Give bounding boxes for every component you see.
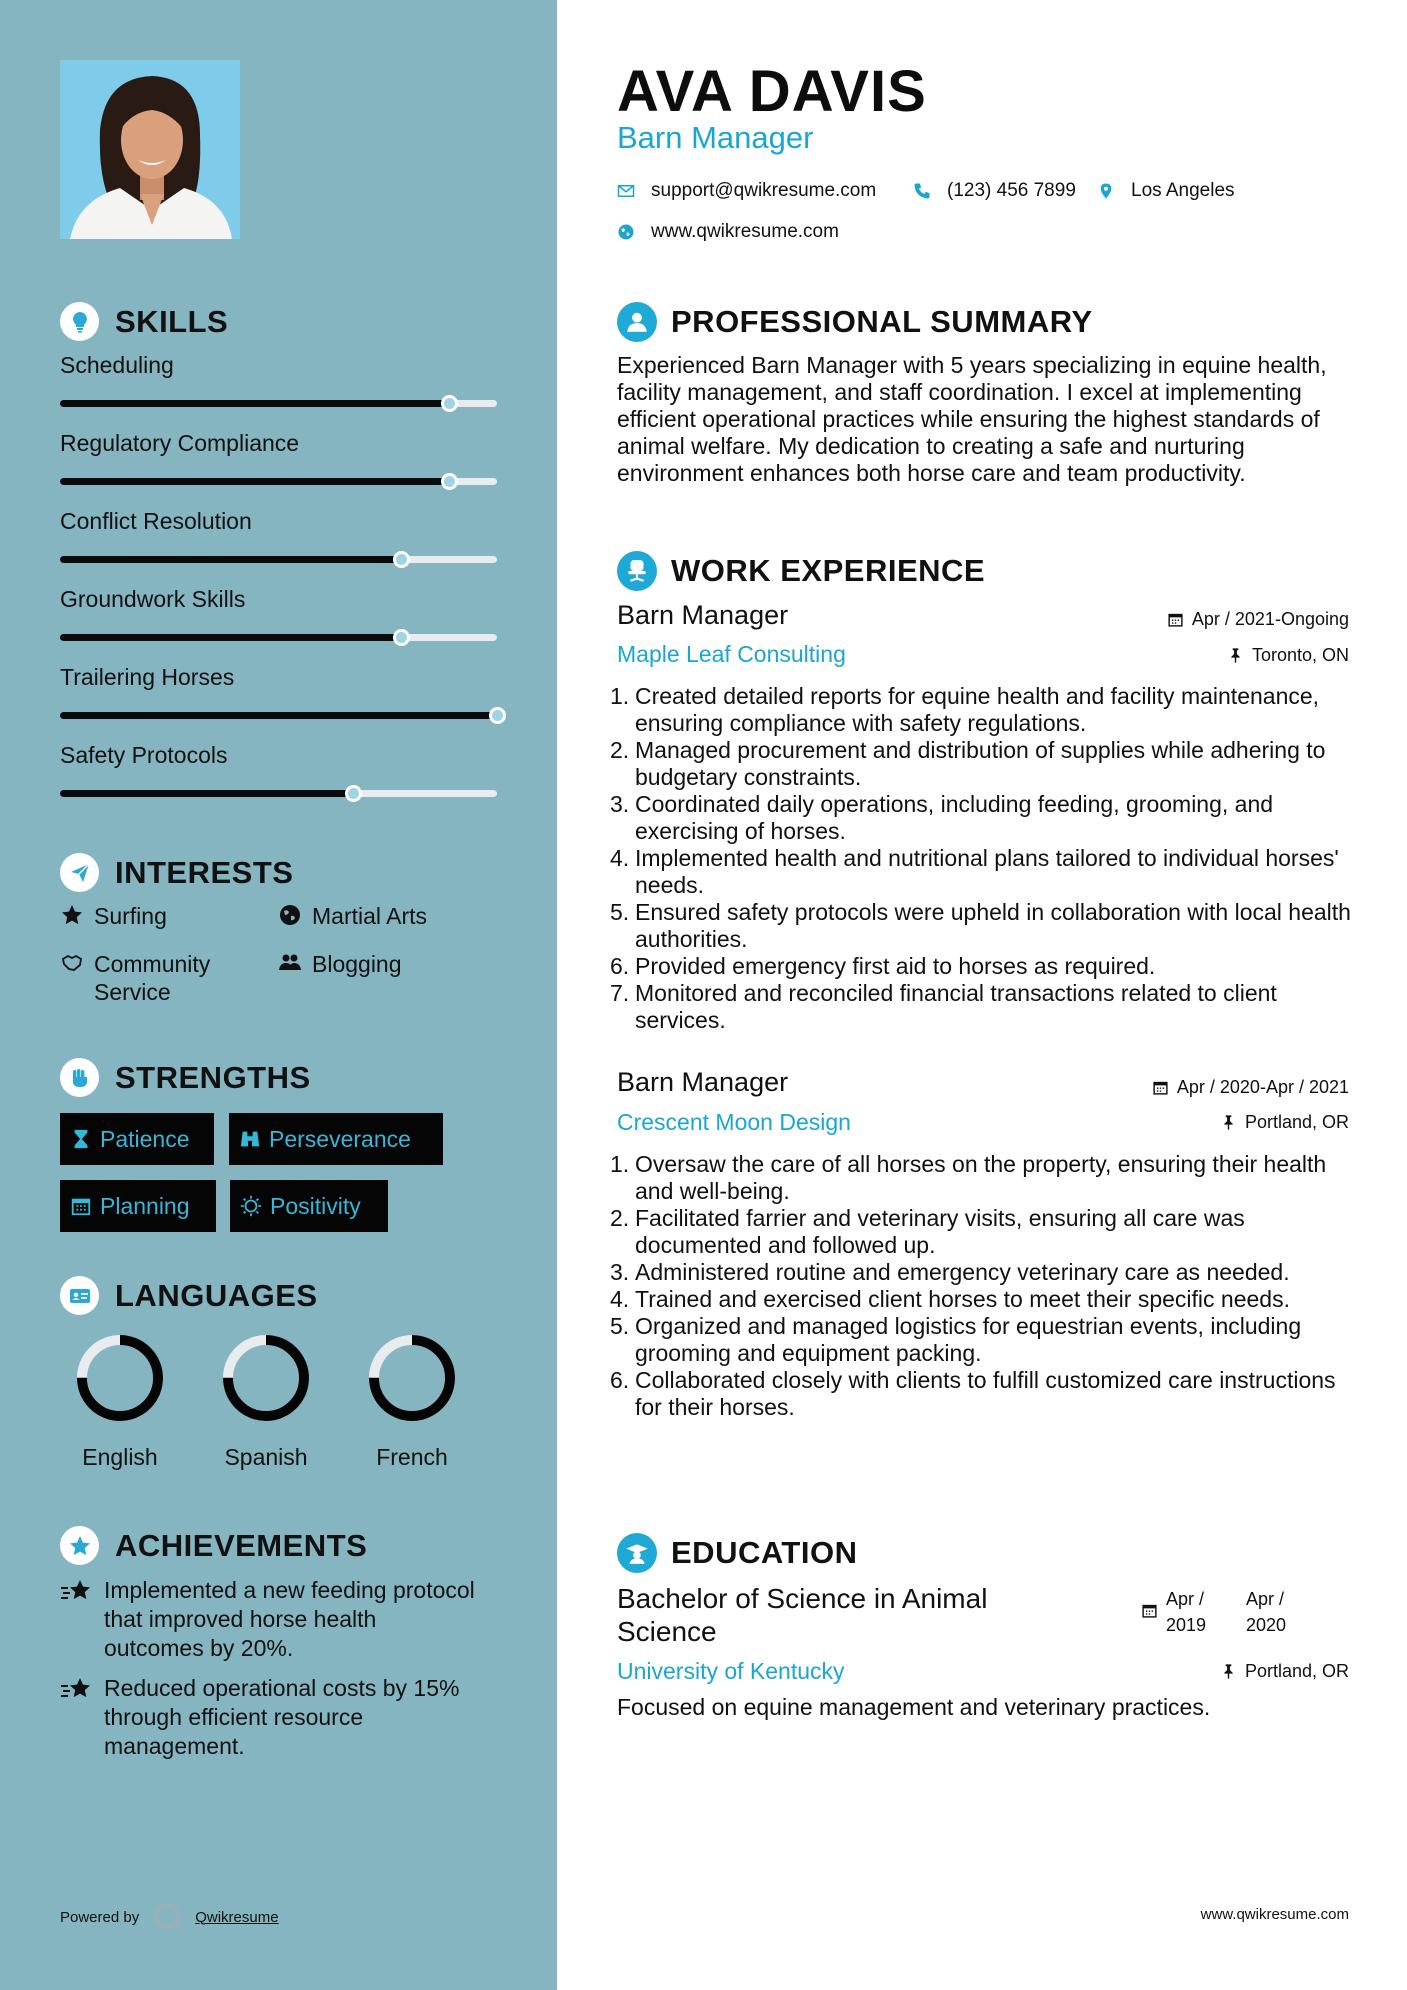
interest-label: Blogging [312,951,402,977]
calendar-icon [1141,1602,1158,1619]
skill-item [60,352,497,430]
bullet-text: Monitored and reconciled financial transactions related to client services. [635,980,1277,1033]
skills-title: SKILLS [115,303,229,339]
bullet-text: Facilitated farrier and veterinary visits, ensuring all care was documented and followed up. [635,1205,1245,1258]
user-icon [617,302,657,342]
handshake-icon [60,951,84,975]
skill-bar [60,478,497,485]
bullet-item: 6. Provided emergency first aid to horses as required. [610,953,1156,979]
powered-by-label: Powered by [60,1908,140,1926]
skill-bar-fill [60,556,401,563]
skill-name: Scheduling [60,352,174,378]
skills-list [60,352,497,820]
bullet-item: 2. Facilitated farrier and veterinary visits, ensuring all care was documented and followed up. [610,1205,1245,1258]
experience-title: WORK EXPERIENCE [671,553,986,588]
experience-heading [617,551,985,591]
company-name: Maple Leaf Consulting [617,641,846,667]
strengths-heading [60,1058,311,1097]
candidate-name: AVA DAVIS [617,59,927,124]
bullet-item: 7. Monitored and reconciled financial transactions related to client services. [610,980,1277,1033]
language-label: Spanish [224,1444,308,1470]
strength-label: Perseverance [269,1125,411,1152]
strength-badge [229,1113,443,1165]
contact-website[interactable] [617,221,839,243]
skill-bar [60,790,497,797]
languages-title: LANGUAGES [115,1277,318,1313]
skill-bar-fill [60,712,497,719]
interest-label: Community Service [94,951,211,1005]
skill-bar-fill [60,400,449,407]
education-description: Focused on equine management and veterinary practices. [617,1694,1211,1720]
education-degree: Bachelor of Science in Animal Science [617,1583,988,1647]
strength-badge [60,1113,214,1165]
interests-title: INTERESTS [115,854,294,890]
skill-bar-fill [60,634,401,641]
pushpin-icon [1220,1663,1237,1680]
phone-text: (123) 456 7899 [947,180,1076,201]
language-ring [364,1330,460,1426]
interest-label: Martial Arts [312,903,428,929]
location-text: Los Angeles [1131,180,1235,201]
bullet-item: 3. Administered routine and emergency veterinary care as needed. [610,1259,1290,1285]
powered-by [60,1902,279,1932]
bullet-text: Trained and exercised client horses to meet their specific needs. [635,1286,1290,1312]
achievements-heading [60,1526,367,1565]
skill-item [60,586,497,664]
company-name: Crescent Moon Design [617,1109,851,1135]
interests-heading [60,853,293,892]
achievement-item [60,1674,500,1761]
job-title: Barn Manager [617,600,789,630]
language-item [352,1330,472,1471]
skill-name: Conflict Resolution [60,508,252,534]
language-ring [72,1330,168,1426]
skill-bar [60,712,497,719]
bullet-text: Collaborated closely with clients to fulfill customized care instructions for their horses. [635,1367,1336,1420]
achievements-title: ACHIEVEMENTS [115,1527,368,1563]
users-icon [278,951,302,975]
brand-link[interactable]: Qwikresume [195,1908,279,1926]
strength-badge [230,1180,388,1232]
bullet-item: 5. Ensured safety protocols were upheld in collaboration with local health authorities. [610,899,1351,952]
strength-label: Positivity [270,1192,361,1219]
job-bullets [610,683,1352,1034]
skill-bar-knob [345,785,362,802]
education-location-text: Portland, OR [1244,1661,1349,1681]
language-label: English [82,1444,158,1470]
id-card-icon [60,1276,99,1315]
qwikresume-logo-icon [153,1902,183,1932]
contact-phone[interactable] [913,180,1076,202]
star-icon [60,903,84,927]
map-pin-icon [1097,182,1115,200]
hourglass-icon [70,1128,92,1150]
skill-bar-knob [489,707,506,724]
globe-icon [617,223,635,241]
graduate-icon [617,1533,657,1573]
summary-title: PROFESSIONAL SUMMARY [671,304,1093,339]
skill-bar [60,634,497,641]
language-label: French [376,1444,448,1470]
skills-heading [60,302,228,341]
bullet-item: 4. Implemented health and nutritional plans tailored to individual horses' needs. [610,845,1339,898]
skill-bar-knob [441,473,458,490]
job-location-text: Portland, OR [1244,1112,1349,1132]
skill-name: Trailering Horses [60,664,235,690]
bullet-text: Administered routine and emergency veterinary care as needed. [635,1259,1290,1285]
skill-item [60,742,497,820]
job-dates-text: Apr / 2021-Ongoing [1191,609,1349,629]
skill-bar-fill [60,790,353,797]
pushpin-icon [1227,647,1244,664]
job-location [1227,645,1349,666]
office-chair-icon [617,551,657,591]
footer-website[interactable]: www.qwikresume.com [1200,1906,1349,1923]
education-school: University of Kentucky [617,1658,845,1684]
bullet-item: 2. Managed procurement and distribution of supplies while adhering to budgetary constraints. [610,737,1326,790]
globe-icon [278,903,302,927]
interest-item [60,902,167,930]
bullet-item: 1. Created detailed reports for equine health and facility maintenance, ensuring compliance with safety regulations. [610,683,1320,736]
interest-item [278,902,427,930]
job-dates-text: Apr / 2020-Apr / 2021 [1176,1077,1349,1097]
education-dates [1141,1586,1326,1638]
skill-name: Safety Protocols [60,742,228,768]
skill-bar [60,556,497,563]
achievement-text: Reduced operational costs by 15% through efficient resource management. [104,1675,460,1759]
envelope-icon [617,182,635,200]
bullet-text: Implemented health and nutritional plans tailored to individual horses' needs. [635,845,1339,898]
skill-item [60,430,497,508]
pushpin-icon [1220,1114,1237,1131]
strength-badge [60,1180,216,1232]
summary-text: Experienced Barn Manager with 5 years specializing in equine health, facility management, and staff coordination. I excel at implementing efficient operational practices while ensuring the highest standards of animal welfare. My dedication to creating a safe and nurturing environment enhances both horse care and team productivity. [617,352,1327,486]
skill-item [60,664,497,742]
skill-name: Groundwork Skills [60,586,246,612]
star-badge-icon [60,1526,99,1565]
education-location [1220,1661,1349,1682]
skill-bar [60,400,497,407]
languages-heading [60,1276,318,1315]
shooting-star-icon [60,1674,94,1704]
bullet-text: Ensured safety protocols were upheld in collaboration with local health authorities. [635,899,1351,952]
lightbulb-icon [60,302,99,341]
bullet-text: Created detailed reports for equine health and facility maintenance, ensuring compliance with safety regulations. [635,683,1320,736]
interest-item [278,950,402,978]
bullet-item: 3. Coordinated daily operations, including feeding, grooming, and exercising of horses. [610,791,1274,844]
candidate-job-title: Barn Manager [617,120,814,155]
skill-item [60,508,497,586]
sidebar [0,0,557,1990]
contact-email[interactable] [617,180,876,202]
paper-plane-icon [60,853,99,892]
job-dates [1152,1077,1349,1098]
bullet-text: Provided emergency first aid to horses as required. [635,953,1156,979]
fist-icon [60,1058,99,1097]
skill-bar-knob [441,395,458,412]
language-item [60,1330,180,1471]
bullet-item: 4. Trained and exercised client horses to meet their specific needs. [610,1286,1290,1312]
education-heading [617,1533,857,1573]
calendar-icon [1167,611,1184,628]
education-title: EDUCATION [671,1535,858,1570]
achievement-text: Implemented a new feeding protocol that improved horse health outcomes by 20%. [104,1577,475,1661]
summary-heading [617,302,1093,342]
interest-item [60,950,240,1006]
calendar-icon [1152,1079,1169,1096]
binoculars-icon [239,1128,261,1150]
bullet-item: 5. Organized and managed logistics for equestrian events, including grooming and equipment packing. [610,1313,1302,1366]
bullet-text: Oversaw the care of all horses on the property, ensuring their health and well-being. [635,1151,1327,1204]
job-title: Barn Manager [617,1067,789,1097]
strength-label: Planning [100,1192,190,1219]
calendar-icon [70,1195,92,1217]
website-text: www.qwikresume.com [651,221,839,242]
achievement-item [60,1576,480,1663]
bullet-item: 1. Oversaw the care of all horses on the property, ensuring their health and well-being. [610,1151,1327,1204]
language-item [206,1330,326,1471]
email-text: support@qwikresume.com [651,180,877,201]
education-end: Apr / 2020 [1246,1589,1287,1635]
job-location [1220,1112,1349,1133]
profile-photo [60,60,240,239]
skill-bar-knob [393,551,410,568]
sun-icon [240,1195,262,1217]
job-bullets [610,1151,1352,1421]
bullet-text: Organized and managed logistics for equestrian events, including grooming and equipment packing. [635,1313,1302,1366]
shooting-star-icon [60,1576,94,1606]
strength-label: Patience [100,1125,190,1152]
bullet-text: Managed procurement and distribution of supplies while adhering to budgetary constraints. [635,737,1326,790]
interest-label: Surfing [94,903,167,929]
job-dates [1167,609,1349,630]
portrait-image [60,60,240,239]
bullet-text: Coordinated daily operations, including feeding, grooming, and exercising of horses. [635,791,1274,844]
strengths-title: STRENGTHS [115,1059,311,1095]
education-start: Apr / 2019 [1166,1589,1207,1635]
language-ring [218,1330,314,1426]
phone-icon [913,182,931,200]
skill-bar-knob [393,629,410,646]
skill-name: Regulatory Compliance [60,430,300,456]
bullet-item: 6. Collaborated closely with clients to fulfill customized care instructions for their horses. [610,1367,1336,1420]
skill-bar-fill [60,478,449,485]
contact-location [1097,180,1235,202]
job-location-text: Toronto, ON [1251,645,1349,665]
